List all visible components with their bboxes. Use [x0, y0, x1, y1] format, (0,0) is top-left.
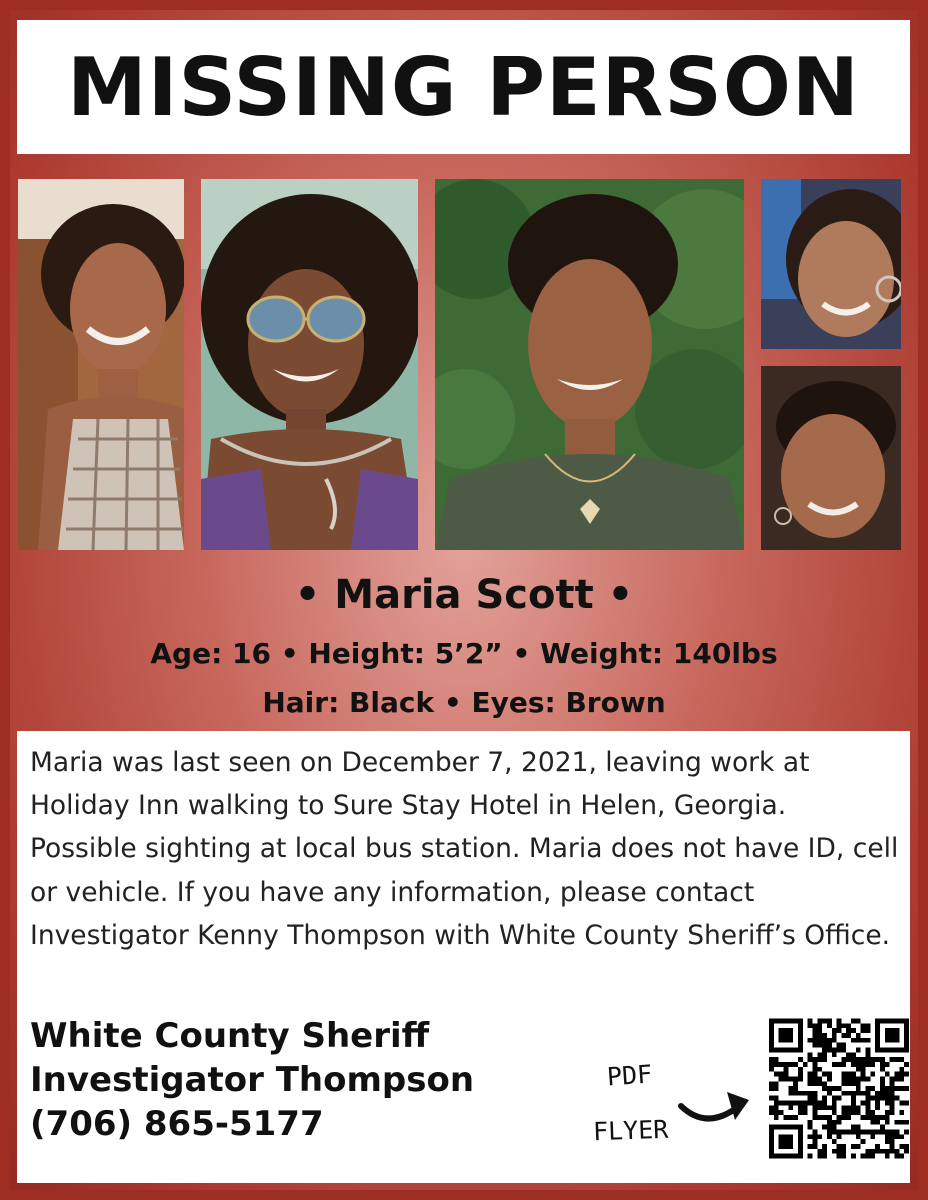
flyer-label: FLYER	[592, 1114, 669, 1147]
title-banner	[17, 20, 910, 154]
contact-investigator: Investigator Thompson	[30, 1060, 475, 1100]
description-text: Maria was last seen on December 7, 2021, leaving work at Holiday Inn walking to Sure Stay Hotel in Helen, Georgia. Possible sighting at local bus station. Maria does not have ID, cell or vehicle. If you have any information, please contact Investigator Kenny Thompson with White County Sheriff’s Office.	[30, 747, 899, 951]
contact-agency: White County Sheriff	[30, 1016, 430, 1056]
person-name: • Maria Scott •	[294, 572, 634, 618]
photo-3	[435, 179, 744, 550]
qr-code-icon[interactable]	[769, 1016, 909, 1161]
poster-title: MISSING PERSON	[67, 40, 860, 134]
description-panel	[17, 731, 910, 1183]
photo-4	[761, 179, 901, 349]
curved-arrow-icon	[677, 1076, 755, 1136]
photo-1	[18, 179, 184, 550]
photo-2	[201, 179, 418, 550]
person-stats-age-height-weight: Age: 16 • Height: 5’2” • Weight: 140lbs	[150, 637, 778, 670]
contact-phone[interactable]: (706) 865-5177	[30, 1104, 324, 1144]
pdf-label: PDF	[606, 1059, 654, 1092]
contact-block	[30, 1014, 474, 1146]
photo-5	[761, 366, 901, 550]
person-stats-hair-eyes: Hair: Black • Eyes: Brown	[262, 686, 666, 719]
